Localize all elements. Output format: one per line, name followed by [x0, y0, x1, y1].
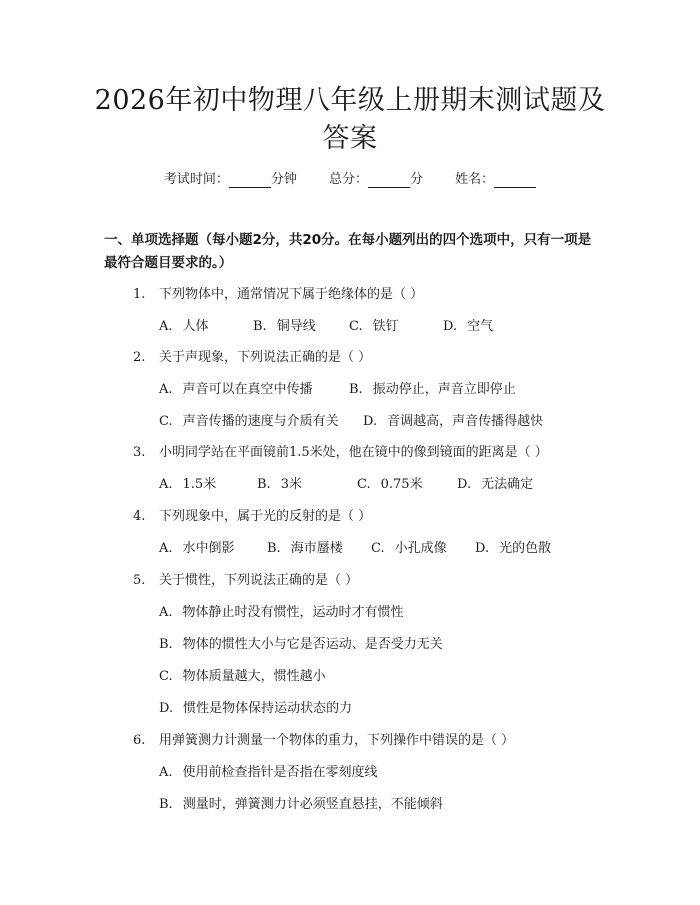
question-text: 小明同学站在平面镜前1.5米处，他在镜中的像到镜面的距离是（ ）: [159, 445, 548, 460]
question-2-options-row-2: [159, 410, 543, 429]
student-name-field: [455, 172, 536, 187]
total-score-field: [329, 172, 427, 187]
question-text: 下列现象中，属于光的反射的是（ ）: [159, 509, 372, 524]
question-3-options: [159, 473, 533, 492]
exam-time-unit: 分钟: [270, 172, 297, 187]
option-c: C. 0.75米: [357, 477, 423, 492]
question-5: [133, 569, 358, 588]
total-score-blank: [368, 173, 410, 188]
question-4-options: [159, 537, 551, 556]
page-title: 2026年初中物理八年级上册期末测试题及答案: [94, 85, 606, 154]
question-number: 1.: [133, 287, 146, 302]
question-1-options: [159, 315, 493, 334]
total-score-unit: 分: [410, 172, 424, 187]
question-number: 5.: [133, 573, 146, 588]
option-a: A. 声音可以在真空中传播: [159, 382, 313, 397]
question-5-option-c: C. 物体质量越大，惯性越小: [159, 669, 326, 684]
exam-info-line: [0, 168, 700, 188]
option-b: B. 3米: [257, 477, 302, 492]
option-d: D. 音调越高，声音传播得越快: [363, 414, 544, 429]
question-1: [133, 283, 423, 302]
option-d: D. 光的色散: [475, 541, 552, 556]
student-name-label: 姓名：: [455, 172, 495, 187]
option-b: B. 振动停止，声音立即停止: [349, 382, 516, 397]
question-5-option-a: A. 物体静止时没有惯性，运动时才有惯性: [159, 605, 404, 620]
option-b: B. 铜导线: [253, 319, 316, 334]
option-d: D. 空气: [443, 319, 494, 334]
option-b: B. 海市蜃楼: [267, 541, 343, 556]
question-4: [133, 505, 371, 524]
total-score-label: 总分：: [328, 172, 368, 187]
question-number: 3.: [133, 445, 146, 460]
exam-time-blank: [229, 173, 271, 188]
question-6: [133, 729, 514, 748]
question-6-option-a: A. 使用前检查指针是否指在零刻度线: [159, 765, 378, 780]
question-5-option-b: B. 物体的惯性大小与它是否运动、是否受力无关: [159, 637, 443, 652]
question-number: 4.: [133, 509, 146, 524]
question-3: [133, 441, 548, 460]
section-heading-single-choice: 一、单项选择题（每小题2分，共20分。在每小题列出的四个选项中，只有一项是最符合题目要求的。）: [104, 232, 592, 271]
option-d: D. 无法确定: [457, 477, 534, 492]
option-a: A. 1.5米: [159, 477, 217, 492]
student-name-blank: [494, 173, 536, 188]
question-2: [133, 346, 371, 365]
option-c: C. 声音传播的速度与介质有关: [159, 414, 339, 429]
question-number: 6.: [133, 733, 146, 748]
exam-time-label: 考试时间：: [163, 172, 229, 187]
option-a: A. 人体: [159, 319, 209, 334]
question-2-options-row-1: [159, 378, 516, 397]
question-6-option-b: B. 测量时，弹簧测力计必须竖直悬挂，不能倾斜: [159, 797, 443, 812]
question-text: 下列物体中，通常情况下属于绝缘体的是（ ）: [159, 287, 424, 302]
question-5-option-d: D. 惯性是物体保持运动状态的力: [159, 701, 353, 716]
question-text: 用弹簧测力计测量一个物体的重力，下列操作中错误的是（ ）: [159, 733, 515, 748]
exam-time-field: [164, 172, 301, 187]
question-number: 2.: [133, 350, 146, 365]
question-text: 关于声现象，下列说法正确的是（ ）: [159, 350, 372, 365]
option-c: C. 铁钉: [349, 319, 399, 334]
question-text: 关于惯性，下列说法正确的是（ ）: [159, 573, 359, 588]
option-c: C. 小孔成像: [371, 541, 447, 556]
option-a: A. 水中倒影: [159, 541, 235, 556]
